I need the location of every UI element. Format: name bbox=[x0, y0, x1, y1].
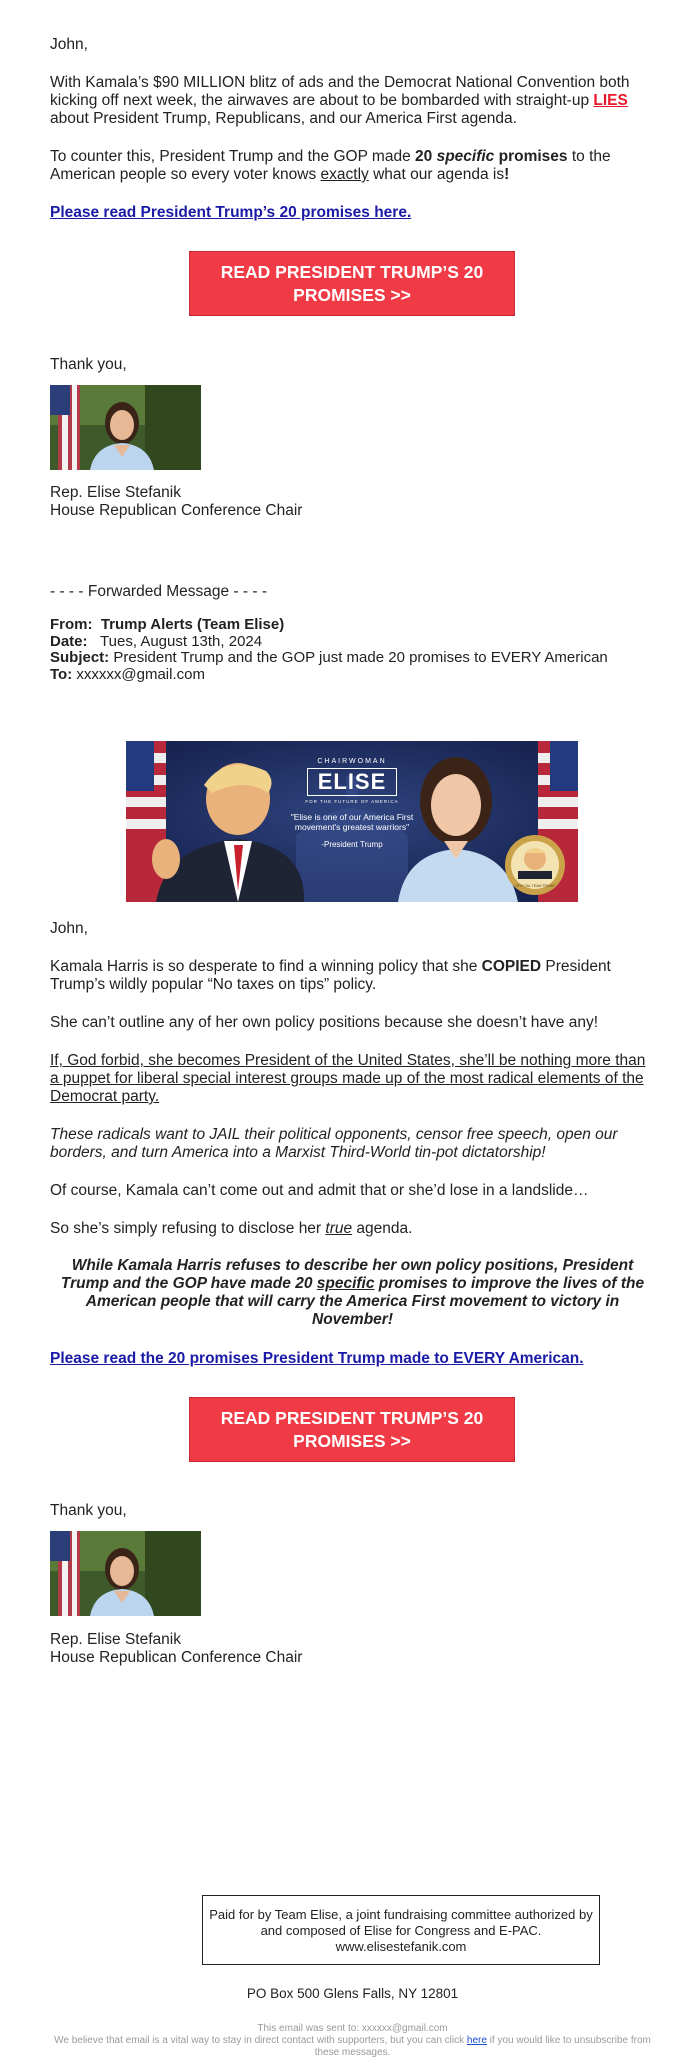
to-line bbox=[50, 667, 655, 684]
banner-quote: "Elise is one of our America First movement's greatest warriors" bbox=[290, 812, 414, 832]
text-underlined: specific bbox=[316, 1275, 375, 1292]
unsubscribe-notice bbox=[50, 2035, 655, 2059]
read-promises-button-2[interactable]: READ PRESIDENT TRUMP’S 20 PROMISES >> bbox=[189, 1397, 515, 1462]
text: Kamala Harris is so desperate to find a winning policy that she bbox=[50, 958, 482, 975]
text: what our agenda is bbox=[368, 166, 505, 183]
forwarded-header: - - - - Forwarded Message - - - - bbox=[50, 583, 268, 600]
to-label: To: bbox=[50, 665, 73, 683]
body-paragraph-3: If, God forbid, she becomes President of the United States, she’ll be nothing more than a puppet for liberal special interest groups made up of the most radical elements of the Democrat party. bbox=[50, 1052, 646, 1105]
greeting: John, bbox=[50, 36, 88, 53]
intro-text: With Kamala’s $90 MILLION blitz of ads and the Democrat National Convention both kicking off next week, the airwaves are about to be bombarded with straight-up bbox=[50, 74, 630, 109]
from-value: Trump Alerts (Team Elise) bbox=[100, 616, 285, 633]
read-promises-link-2[interactable]: Please read the 20 promises President Trump made to EVERY American. bbox=[50, 1350, 584, 1367]
text: promises to improve the lives of the American people that will carry the America First movement to victory in November! bbox=[85, 1275, 645, 1328]
body-paragraph-6 bbox=[50, 1220, 655, 1238]
thank-you: Thank you, bbox=[50, 356, 127, 373]
to-value: xxxxxx@gmail.com bbox=[76, 665, 205, 683]
banner-attribution: -President Trump bbox=[321, 840, 383, 849]
thank-you-2: Thank you, bbox=[50, 1502, 127, 1519]
body-paragraph-5: Of course, Kamala can’t come out and admit that or she’d lose in a landslide… bbox=[50, 1182, 589, 1199]
text-bold: promises bbox=[494, 148, 568, 165]
subject-label: Subject: bbox=[50, 649, 110, 666]
mailing-address: PO Box 500 Glens Falls, NY 12801 bbox=[246, 1986, 459, 2001]
signature-name-2: Rep. Elise Stefanik bbox=[50, 1631, 181, 1648]
lies-link[interactable]: LIES bbox=[593, 92, 628, 109]
text: to the American people so every voter knows bbox=[50, 148, 611, 183]
text: agenda. bbox=[352, 1220, 413, 1237]
elise-photo-2 bbox=[50, 1531, 201, 1616]
elise-photo-image bbox=[50, 385, 201, 470]
intro-paragraph-1 bbox=[50, 74, 655, 128]
text: To counter this, President Trump and the GOP made bbox=[50, 148, 416, 165]
text-bold: COPIED bbox=[481, 958, 542, 975]
forwarded-meta bbox=[50, 617, 655, 683]
body-paragraph-4: These radicals want to JAIL their political opponents, censor free speech, open our borders, and turn America into a Marxist Third-World tin-pot dictatorship! bbox=[50, 1126, 618, 1161]
subject-line bbox=[50, 650, 655, 667]
text-underlined: exactly bbox=[320, 166, 369, 183]
banner-logo: ELISE bbox=[307, 768, 397, 796]
text: So she’s simply refusing to disclose her bbox=[50, 1220, 326, 1237]
elise-photo-1 bbox=[50, 385, 201, 470]
text-italic-underlined: true bbox=[325, 1220, 353, 1237]
unsubscribe-text-end: if you would like to unsubscribe from these messages. bbox=[314, 2035, 651, 2058]
read-promises-link-1[interactable]: Please read President Trump’s 20 promises here. bbox=[50, 204, 412, 221]
text-bold-italic: specific bbox=[436, 148, 495, 165]
paid-for-box: Paid for by Team Elise, a joint fundraising committee authorized by and composed of Elise for Congress and E-PAC. www.elisestefanik.com bbox=[202, 1895, 600, 1965]
elise-trump-banner bbox=[126, 741, 578, 902]
date-line bbox=[50, 634, 655, 651]
body-paragraph-1 bbox=[50, 958, 655, 994]
date-value: Tues, August 13th, 2024 bbox=[100, 632, 263, 650]
body-paragraph-2: She can’t outline any of her own policy positions because she doesn’t have any! bbox=[50, 1014, 599, 1031]
date-label: Date: bbox=[50, 632, 88, 650]
elise-photo-image bbox=[50, 1531, 201, 1616]
signature-name: Rep. Elise Stefanik bbox=[50, 484, 181, 501]
read-promises-button-1[interactable]: READ PRESIDENT TRUMP’S 20 PROMISES >> bbox=[189, 251, 515, 316]
unsubscribe-text: We believe that email is a vital way to stay in direct contact with supporters, but you can click bbox=[54, 2035, 467, 2046]
banner-tag: FOR THE FUTURE OF AMERICA bbox=[305, 799, 399, 804]
from-line bbox=[50, 617, 655, 634]
intro-text-end: about President Trump, Republicans, and our America First agenda. bbox=[50, 110, 517, 127]
text: President Trump’s wildly popular “No taxes on tips” policy. bbox=[50, 958, 611, 993]
banner-badge-text: OFFICIAL TEAM TRUMP bbox=[515, 884, 555, 888]
sent-to-notice: This email was sent to: xxxxxx@gmail.com bbox=[257, 2023, 448, 2034]
text-bold: 20 bbox=[415, 148, 437, 165]
unsubscribe-link[interactable]: here bbox=[466, 2035, 487, 2046]
from-label: From: bbox=[50, 616, 93, 633]
subject-value: President Trump and the GOP just made 20 promises to EVERY American bbox=[113, 649, 608, 666]
intro-paragraph-2 bbox=[50, 148, 655, 184]
body-paragraph-7 bbox=[50, 1257, 655, 1329]
banner-kicker: CHAIRWOMAN bbox=[317, 758, 387, 765]
text-bold: ! bbox=[504, 166, 510, 183]
signature-title: House Republican Conference Chair bbox=[50, 502, 303, 519]
banner-text bbox=[286, 758, 418, 849]
text: While Kamala Harris refuses to describe her own policy positions, President Trump and the GOP have made 20 bbox=[60, 1257, 634, 1292]
signature-title-2: House Republican Conference Chair bbox=[50, 1649, 303, 1666]
body-greeting: John, bbox=[50, 920, 88, 937]
